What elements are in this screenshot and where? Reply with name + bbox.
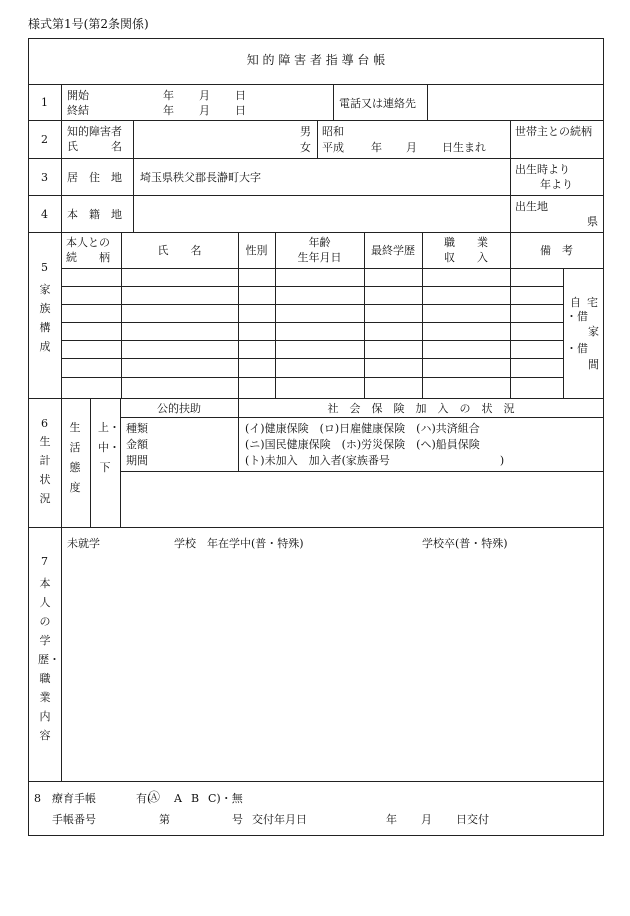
school-label: 学校	[174, 537, 196, 550]
public-assistance-header: 公的扶助	[157, 402, 201, 415]
housing-room-1[interactable]: 借	[577, 342, 588, 355]
form-number-label: 様式第1号(第2条関係)	[28, 17, 149, 31]
handbook-number-label: 手帳番号	[52, 813, 96, 826]
end-month-unit: 月	[199, 104, 210, 117]
start-day-unit: 日	[235, 89, 246, 102]
issue-date-label: 交付年月日	[252, 813, 307, 826]
since-birth-label: 出生時より	[515, 163, 570, 176]
header-income: 収 入	[444, 251, 488, 264]
page-title: 知 的 障 害 者 指 導 台 帳	[246, 53, 386, 67]
name-label-line2: 氏 名	[67, 140, 122, 153]
header-age: 年齢	[308, 236, 331, 249]
row-number: 6	[41, 417, 48, 430]
housing-dot-1: ・	[566, 310, 577, 323]
row-number: 3	[41, 171, 48, 184]
family-vertical-label: 家族構成	[39, 283, 51, 353]
row-number: 1	[41, 96, 48, 109]
housing-rent-2[interactable]: 家	[588, 325, 599, 338]
grade-b-option[interactable]: B	[191, 792, 200, 805]
residence-address[interactable]: 埼玉県秩父郡長瀞町大字	[140, 171, 261, 184]
assistance-type: 種類	[126, 422, 148, 435]
end-label: 終結	[67, 104, 89, 117]
number-prefix: 第	[159, 813, 170, 826]
graduated-option[interactable]: 学校卒(普・特殊)	[422, 537, 508, 550]
housing-room-2[interactable]: 間	[588, 358, 599, 371]
insurance-options-line3[interactable]: (ト)未加入 加入者(家族番号 )	[245, 454, 505, 467]
assistance-period: 期間	[126, 454, 148, 467]
start-label: 開始	[67, 89, 89, 102]
header-notes: 備 考	[540, 244, 573, 257]
start-year-unit: 年	[163, 89, 174, 102]
education-vertical-label: 本人の学歴・職業内容	[38, 577, 60, 742]
header-sex: 性別	[245, 244, 268, 257]
prefecture-unit: 県	[587, 215, 598, 228]
birth-month-unit: 月	[406, 141, 417, 154]
housing-rent-1[interactable]: 借	[577, 310, 588, 323]
insurance-options-line2[interactable]: (ニ)国民健康保険 (ホ)労災保険 (ヘ)船員保険	[245, 438, 480, 451]
number-suffix: 号	[232, 813, 243, 826]
attitude-level-options[interactable]: 上・中・下	[98, 421, 120, 474]
insurance-header: 社 会 保 険 加 入 の 状 況	[327, 402, 515, 415]
sex-female[interactable]: 女	[300, 141, 311, 154]
preschool-option[interactable]: 未就学	[67, 537, 100, 550]
header-name: 氏 名	[157, 244, 202, 257]
assistance-amount: 金額	[126, 438, 148, 451]
header-occupation: 職 業	[444, 236, 488, 249]
table-row[interactable]	[61, 378, 510, 398]
table-row[interactable]	[61, 359, 510, 377]
row-number: 2	[41, 133, 48, 146]
in-school-option[interactable]: 年在学中(普・特殊)	[207, 537, 304, 550]
handbook-has-option[interactable]: 有(	[136, 792, 152, 805]
livelihood-vertical-label: 生計状況	[39, 435, 51, 505]
residence-label: 居 住 地	[67, 171, 122, 184]
issue-year-unit: 年	[386, 813, 397, 826]
row-number: 5	[41, 261, 48, 274]
header-education: 最終学歴	[371, 244, 415, 257]
table-row[interactable]	[61, 323, 510, 340]
housing-own[interactable]: 自宅	[570, 296, 604, 309]
header-relation-line2: 続 柄	[66, 251, 110, 264]
start-month-unit: 月	[199, 89, 210, 102]
issue-day-unit: 日交付	[456, 813, 489, 826]
phone-label: 電話又は連絡先	[339, 97, 416, 110]
row-number: 4	[41, 208, 48, 221]
since-year-label: 年より	[540, 178, 573, 191]
era-showa[interactable]: 昭和	[322, 125, 344, 138]
row-number: 7	[41, 555, 48, 568]
table-row[interactable]	[61, 341, 510, 358]
name-label-line1: 知的障害者	[67, 125, 122, 138]
grade-a-circled-option[interactable]: Ⓐ	[148, 790, 161, 804]
insurance-options-line1[interactable]: (イ)健康保険 (ロ)日雇健康保険 (ハ)共済組合	[245, 422, 480, 435]
era-heisei[interactable]: 平成	[322, 141, 344, 154]
domicile-label: 本 籍 地	[67, 208, 122, 221]
issue-month-unit: 月	[421, 813, 432, 826]
birth-year-unit: 年	[371, 141, 382, 154]
handbook-label: 療育手帳	[52, 792, 96, 805]
birth-day-unit: 日生まれ	[442, 141, 486, 154]
table-row[interactable]	[61, 269, 510, 286]
housing-dot-2: ・	[566, 342, 577, 355]
grade-c-none-option[interactable]: C)・無	[208, 792, 243, 805]
sex-male[interactable]: 男	[300, 125, 311, 138]
header-birthdate: 生年月日	[297, 251, 342, 264]
end-day-unit: 日	[235, 104, 246, 117]
grade-a-option[interactable]: A	[174, 792, 182, 805]
attitude-vertical-label: 生活態度	[69, 421, 81, 494]
end-year-unit: 年	[163, 104, 174, 117]
header-relation-line1: 本人との	[66, 236, 110, 249]
relation-label: 世帯主との続柄	[515, 125, 592, 138]
table-row[interactable]	[61, 305, 510, 322]
birthplace-label: 出生地	[515, 200, 548, 213]
row-number: 8	[34, 792, 41, 805]
table-row[interactable]	[61, 287, 510, 304]
